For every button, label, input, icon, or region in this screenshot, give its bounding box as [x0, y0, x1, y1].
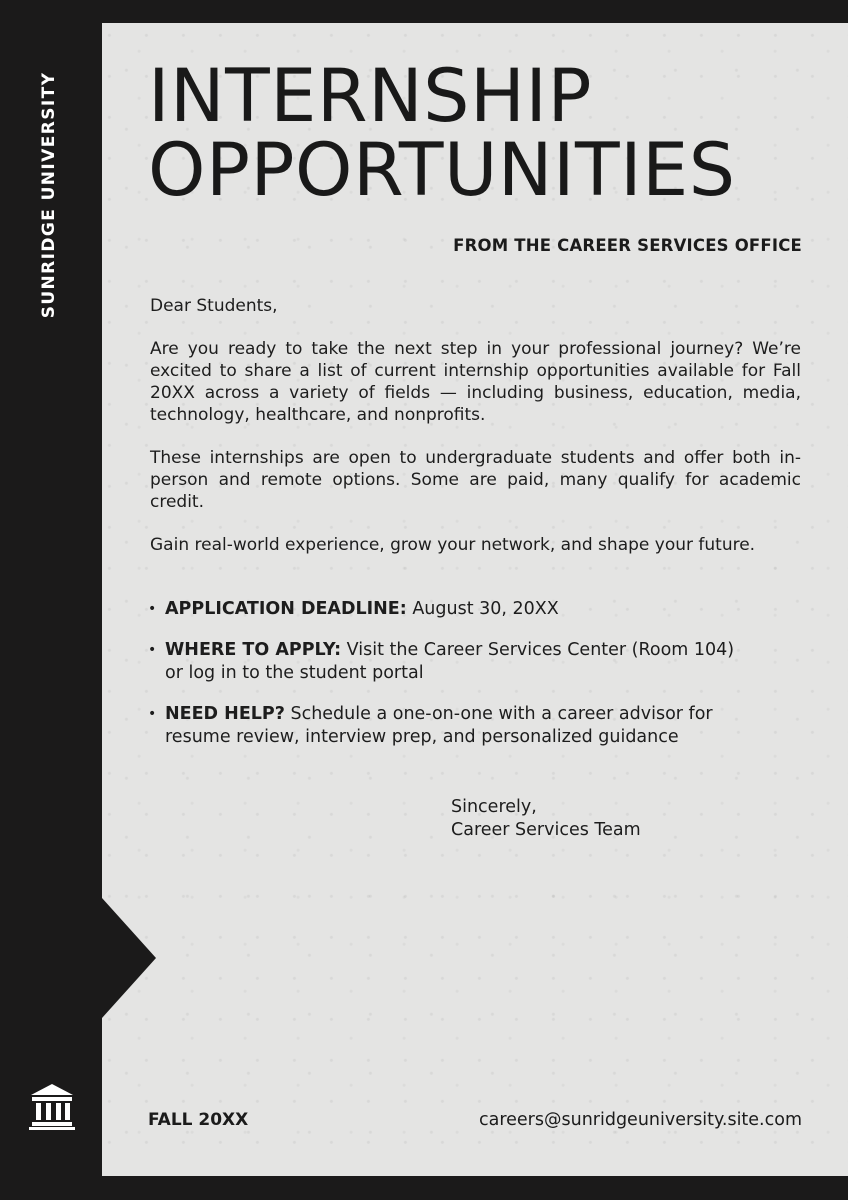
info-list — [148, 598, 748, 767]
list-item — [148, 639, 748, 685]
signoff — [451, 796, 641, 842]
university-name: SUNRIDGE UNIVERSITY — [39, 71, 59, 319]
bullet-icon: • — [148, 601, 157, 617]
closing: Sincerely, — [451, 797, 537, 817]
help-text: Schedule a one-on-one with a career advisor for resume review, interview prep, and personalized guidance — [165, 704, 713, 747]
term-label: FALL 20XX — [148, 1110, 249, 1130]
list-item — [148, 598, 748, 621]
deadline-text: August 30, 20XX — [406, 599, 559, 619]
sidebar-notch — [102, 898, 156, 1018]
title-line-2: OPPORTUNITIES — [148, 128, 736, 213]
paragraph-2: These internships are open to undergraduate students and offer both in-person and remote options. Some are paid, many qualify for academic credit. — [150, 448, 801, 512]
apply-label: WHERE TO APPLY: — [165, 640, 342, 660]
page-title — [148, 54, 828, 213]
title-line-1: INTERNSHIP — [148, 54, 592, 139]
contact-email: careers@sunridgeuniversity.site.com — [478, 1110, 802, 1130]
bank-icon — [29, 1082, 75, 1130]
paragraph-1: Are you ready to take the next step in your professional journey? We’re excited to share a list of current internship opportunities available for Fall 20XX across a variety of fields — including business, education, media, technology, healthcare, and nonprofits. — [150, 339, 801, 425]
apply-text: Visit the Career Services Center (Room 104) or log in to the student portal — [165, 640, 735, 683]
greeting: Dear Students, — [150, 296, 278, 316]
list-item — [148, 703, 748, 749]
bullet-icon: • — [148, 706, 157, 722]
deadline-label: APPLICATION DEADLINE: — [165, 599, 407, 619]
page-subtitle: FROM THE CAREER SERVICES OFFICE — [453, 236, 802, 255]
bullet-icon: • — [148, 642, 157, 658]
help-label: NEED HELP? — [165, 704, 285, 724]
paragraph-3: Gain real-world experience, grow your network, and shape your future. — [150, 535, 756, 555]
signer: Career Services Team — [451, 820, 641, 840]
